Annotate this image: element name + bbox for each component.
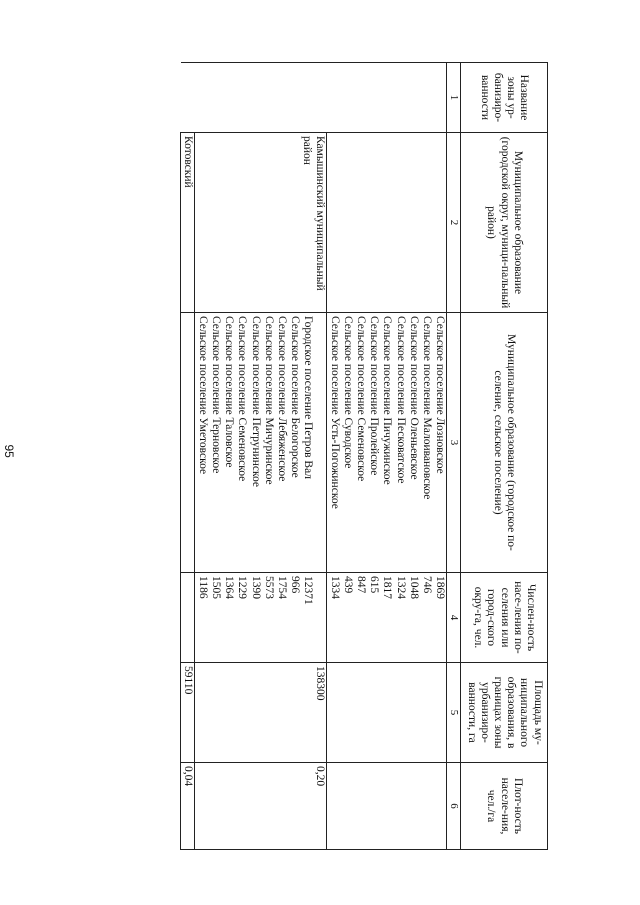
list-item: 1869 — [434, 576, 447, 599]
header-zone: Название зоны ур-банизиро-ванности — [461, 63, 548, 133]
column-number: 6 — [447, 763, 461, 850]
settlement-list — [327, 313, 447, 573]
column-number: 5 — [447, 663, 461, 763]
list-item: Сельское поселение Пролейское — [368, 316, 381, 476]
list-item: Сельское поселение Лозновское — [434, 316, 447, 474]
list-item: 1334 — [328, 576, 341, 599]
list-item: 1364 — [223, 576, 236, 599]
list-item: Сельское поселение Семеновское — [236, 316, 249, 482]
settlement-cell — [181, 313, 195, 573]
municipality-cell — [195, 133, 327, 313]
area-cell — [181, 663, 195, 763]
municipality-cell — [181, 133, 195, 313]
list-item: Сельское поселение Суводское — [341, 316, 354, 469]
header-area: Площадь му-ниципального образования, в границах зоны урбанизиро-ванности, га — [461, 663, 548, 763]
municipality-cell — [327, 133, 447, 313]
municipality-name: Камышинский муниципальный район — [301, 136, 327, 291]
area-cell — [327, 663, 447, 763]
list-item: Сельское поселение Таловское — [223, 316, 236, 468]
list-item: 1229 — [236, 576, 249, 599]
table-row — [327, 63, 447, 850]
list-item: 1817 — [381, 576, 394, 599]
list-item: 1754 — [275, 576, 288, 599]
list-item: Сельское поселение Лебяженское — [275, 316, 288, 482]
list-item: 12371 — [302, 576, 315, 605]
density-cell — [327, 763, 447, 850]
population-list — [195, 573, 327, 663]
list-item: Сельское поселение Мичуринское — [262, 316, 275, 485]
density-cell — [181, 763, 195, 850]
area-value: 138300 — [314, 666, 327, 701]
column-number: 2 — [447, 133, 461, 313]
list-item: Сельское поселение Белогорское — [289, 316, 302, 478]
header-density: Плот-ность населе-ния, чел./га — [461, 763, 548, 850]
municipality-name: Котовский — [182, 136, 195, 188]
list-item: 1324 — [394, 576, 407, 599]
population-list — [327, 573, 447, 663]
list-item: 1186 — [196, 576, 209, 599]
list-item: 5573 — [262, 576, 275, 599]
density-cell — [195, 763, 327, 850]
list-item: 1048 — [407, 576, 420, 599]
page-number: 95 — [2, 444, 16, 458]
list-item: Сельское поселение Уметовское — [196, 316, 209, 475]
column-number-row — [447, 63, 461, 850]
header-settlement: Муниципальное образование (городское по-селение, сельское поселение) — [461, 313, 548, 573]
population-cell — [181, 573, 195, 663]
list-item: Сельское поселение Малоивановское — [421, 316, 434, 500]
list-item: 615 — [368, 576, 381, 594]
list-item: 1390 — [249, 576, 262, 599]
zone-cell — [181, 63, 447, 133]
list-item: Сельское поселение Терновское — [209, 316, 222, 474]
list-item: 847 — [355, 576, 368, 594]
list-item: 966 — [289, 576, 302, 594]
column-number: 1 — [447, 63, 461, 133]
urbanization-table — [180, 62, 548, 850]
list-item: Сельское поселение Усть-Погожинское — [328, 316, 341, 509]
header-municipality: Муниципальное образование (городской округ, муници-пальный район) — [461, 133, 548, 313]
density-value: 0,20 — [314, 766, 327, 787]
area-cell — [195, 663, 327, 763]
list-item: Городское поселение Петров Вал — [302, 316, 315, 480]
table-row — [181, 63, 195, 850]
area-value: 59110 — [182, 666, 195, 695]
table-row — [195, 63, 327, 850]
list-item: 1505 — [209, 576, 222, 599]
list-item: Сельское поселение Петрунинское — [249, 316, 262, 488]
list-item: 439 — [341, 576, 354, 594]
list-item: 746 — [421, 576, 434, 594]
column-number: 4 — [447, 573, 461, 663]
header-population: Числен-ность насе-ления по-селения или город-ского окру-га, чел. — [461, 573, 548, 663]
list-item: Сельское поселение Оленьевское — [407, 316, 420, 480]
column-number: 3 — [447, 313, 461, 573]
header-row — [461, 63, 548, 850]
list-item: Сельское поселение Семеновское — [355, 316, 368, 482]
settlement-list — [195, 313, 327, 573]
list-item: Сельское поселение Пичужинское — [381, 316, 394, 485]
list-item: Сельское поселение Песковатское — [394, 316, 407, 484]
density-value: 0,04 — [182, 766, 195, 787]
